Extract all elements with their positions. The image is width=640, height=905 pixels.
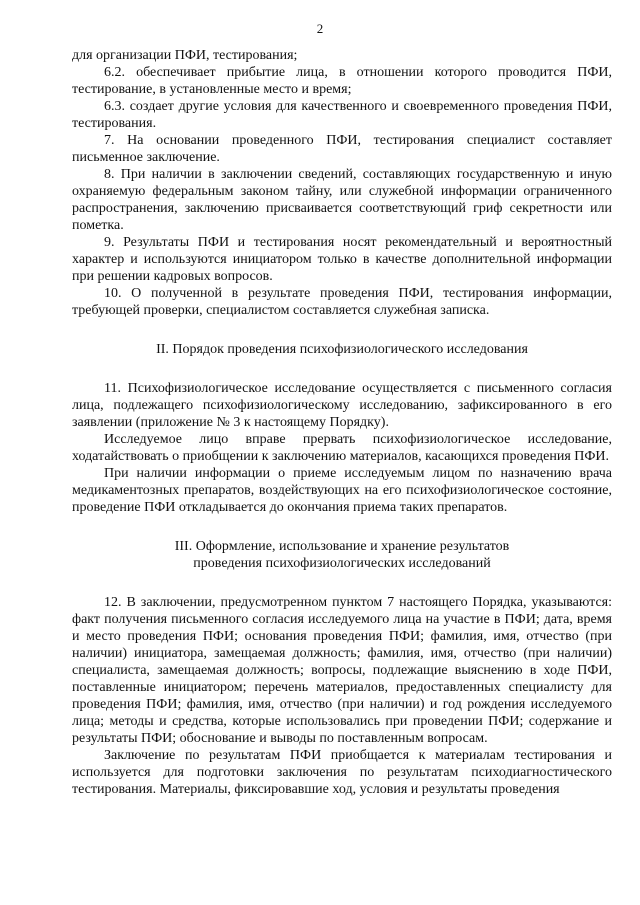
paragraph: 7. На основании проведенного ПФИ, тестирования специалист составляет письменное заключение. <box>72 133 612 165</box>
section-heading: III. Оформление, использование и хранение результатов <box>174 539 510 554</box>
paragraph: Исследуемое лицо вправе прервать психофизиологическое исследование, ходатайствовать о приобщении к заключению материалов, касающихся проведения ПФИ. <box>72 432 612 464</box>
paragraph: 11. Психофизиологическое исследование осуществляется с письменного согласия лица, подлежащего психофизиологическому исследованию, зафиксированного в его заявлении (приложение № 3 к настоящему Порядку). <box>72 381 612 430</box>
paragraph: 6.3. создает другие условия для качественного и своевременного проведения ПФИ, тестирования. <box>72 99 612 131</box>
paragraph: для организации ПФИ, тестирования; <box>72 48 298 63</box>
paragraph: При наличии информации о приеме исследуемым лицом по назначению врача медикаментозных препаратов, воздействующих на его психофизиологическое состояние, проведение ПФИ откладывается до окончания приема таких препаратов. <box>72 466 612 515</box>
paragraph: 6.2. обеспечивает прибытие лица, в отношении которого проводится ПФИ, тестирование, в установленные место и время; <box>72 65 612 97</box>
section-heading: II. Порядок проведения психофизиологического исследования <box>156 342 528 357</box>
page-number: 2 <box>316 21 324 36</box>
paragraph: 9. Результаты ПФИ и тестирования носят рекомендательный и вероятностный характер и используются инициатором только в качестве дополнительной информации при решении кадровых вопросов. <box>72 235 612 284</box>
paragraph: 8. При наличии в заключении сведений, составляющих государственную и иную охраняемую федеральным законом тайну, или служебной информации ограниченного распространения, заключению присваивается соответствующий гриф секретности или пометка. <box>72 167 612 233</box>
paragraph: 12. В заключении, предусмотренном пунктом 7 настоящего Порядка, указываются: факт получения письменного согласия исследуемого лица на участие в ПФИ; дата, время и место проведения ПФИ; основания проведения ПФИ; фамилия, имя, отчество (при наличии) инициатора, замещаемая должность; фамилия, имя, отчество (при наличии) специалиста, замещаемая должность; вопросы, подлежащие выяснению в ходе ПФИ, поставленные инициатором; перечень материалов, предоставленных специалисту для проведения ПФИ; фамилия, имя, отчество (при наличии) и год рождения исследуемого лица; методы и средства, которые использовались при проведении ПФИ; содержание и результаты ПФИ; обоснование и выводы по поставленным вопросам. <box>72 595 612 746</box>
document-body <box>72 47 612 798</box>
section-heading-line2: проведения психофизиологических исследований <box>193 556 491 571</box>
paragraph: 10. О полученной в результате проведения ПФИ, тестирования информации, требующей проверки, специалистом составляется служебная записка. <box>72 286 612 318</box>
paragraph: Заключение по результатам ПФИ приобщается к материалам тестирования и используется для подготовки заключения по результатам психодиагностического тестирования. Материалы, фиксировавшие ход, условия и результаты проведения <box>72 748 612 797</box>
